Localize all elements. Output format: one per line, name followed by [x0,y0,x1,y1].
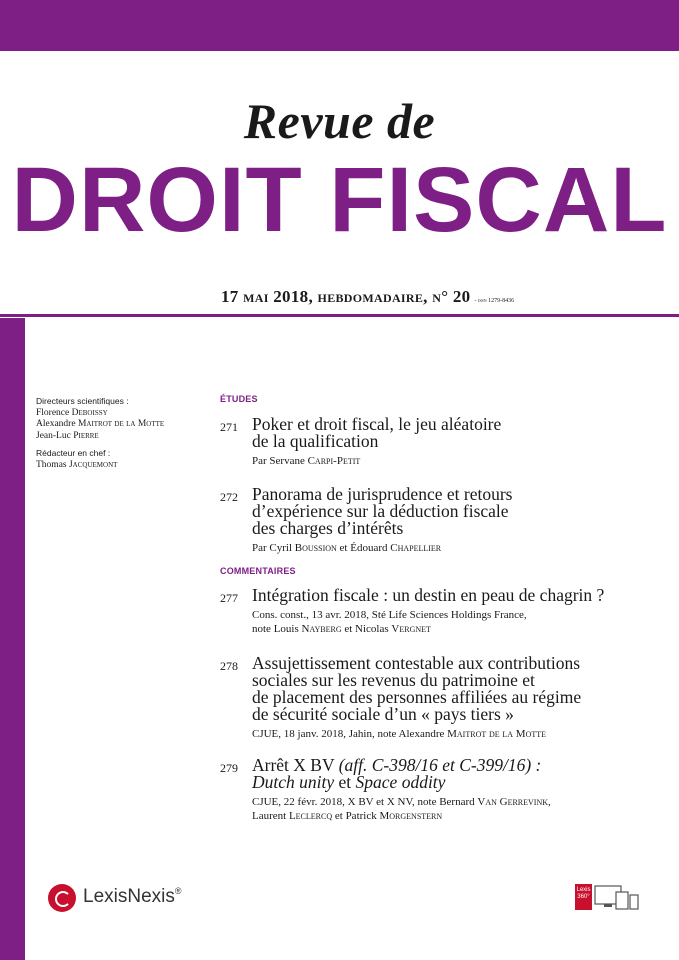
section-etudes: ÉTUDES [220,394,258,404]
article-title: Poker et droit fiscal, le jeu aléatoire de la qualification [252,414,502,451]
lexisnexis-logo-icon [48,884,76,912]
director-last-name: Pierre [73,430,99,441]
left-color-band [0,318,25,960]
article-277[interactable] [220,587,660,636]
article-byline: Cons. const., 13 avr. 2018, Sté Life Sciences Holdings France, note Louis Nayberg et Nicolas Vergnet [252,609,527,635]
article-number: 277 [220,591,238,605]
issue-line [221,287,514,307]
editor [36,460,216,472]
editor-last-name: Jacquemont [68,459,118,470]
top-color-band [0,0,679,51]
masthead-title: DROIT FISCAL [11,149,668,251]
issue-date: 17 mai 2018, hebdomadaire, n° 20 [221,287,471,306]
article-byline: CJUE, 18 janv. 2018, Jahin, note Alexandre Maitrot de la Motte [252,728,547,740]
badge-top-text: Lexis [576,887,591,893]
article-number: 278 [220,659,238,673]
article-byline: CJUE, 22 févr. 2018, X BV et X NV, note Bernard Van Gerrevink, Laurent Leclercq et Patrick Morgenstern [252,796,551,822]
article-title: Assujettissement contestable aux contributions sociales sur les revenus du patrimoine et de placement des personnes affiliées au régime de sécurité sociale d’un « pays tiers » [252,653,582,724]
article-byline: Par Cyril Boussion et Édouard Chapellier [252,542,442,554]
badge-bottom-text: 360° [577,894,590,900]
masthead-rule [0,314,679,317]
director [36,431,216,443]
article-272[interactable] [220,486,660,555]
director [36,408,216,420]
article-title: Arrêt X BV (aff. C-398/16 et C-399/16) : Dutch unity et Space oddity [252,755,542,792]
editor-first-name: Thomas [36,459,67,470]
article-278[interactable] [220,655,660,741]
editorial-staff [36,396,216,471]
directors-role: Directeurs scientifiques : [36,396,129,406]
registered-mark: ® [174,886,182,896]
director-first-name: Alexandre [36,419,76,429]
section-commentaires: COMMENTAIRES [220,566,296,576]
article-271[interactable] [220,416,660,468]
director-last-name: Deboissy [71,407,108,418]
director-first-name: Jean-Luc [36,430,71,441]
issn: - issn 1279-8436 [474,298,515,304]
editor-role: Rédacteur en chef : [36,448,111,458]
article-byline: Par Servane Carpi-Petit [252,455,361,467]
publisher-name: LexisNexis [83,886,175,907]
article-title: Intégration fiscale : un destin en peau de chagrin ? [252,585,605,605]
article-279[interactable] [220,757,660,823]
masthead-revue: Revue de [243,93,436,149]
lexis360-badge [575,884,592,910]
article-number: 272 [220,490,238,504]
article-number: 279 [220,761,238,775]
director [36,419,216,431]
director-last-name: Maitrot de la Motte [77,419,165,429]
director-first-name: Florence [36,407,70,418]
devices-icon [594,884,640,910]
article-title: Panorama de jurisprudence et retours d’expérience sur la déduction fiscale des charges d’intérêts [252,484,513,538]
article-number: 271 [220,420,238,434]
